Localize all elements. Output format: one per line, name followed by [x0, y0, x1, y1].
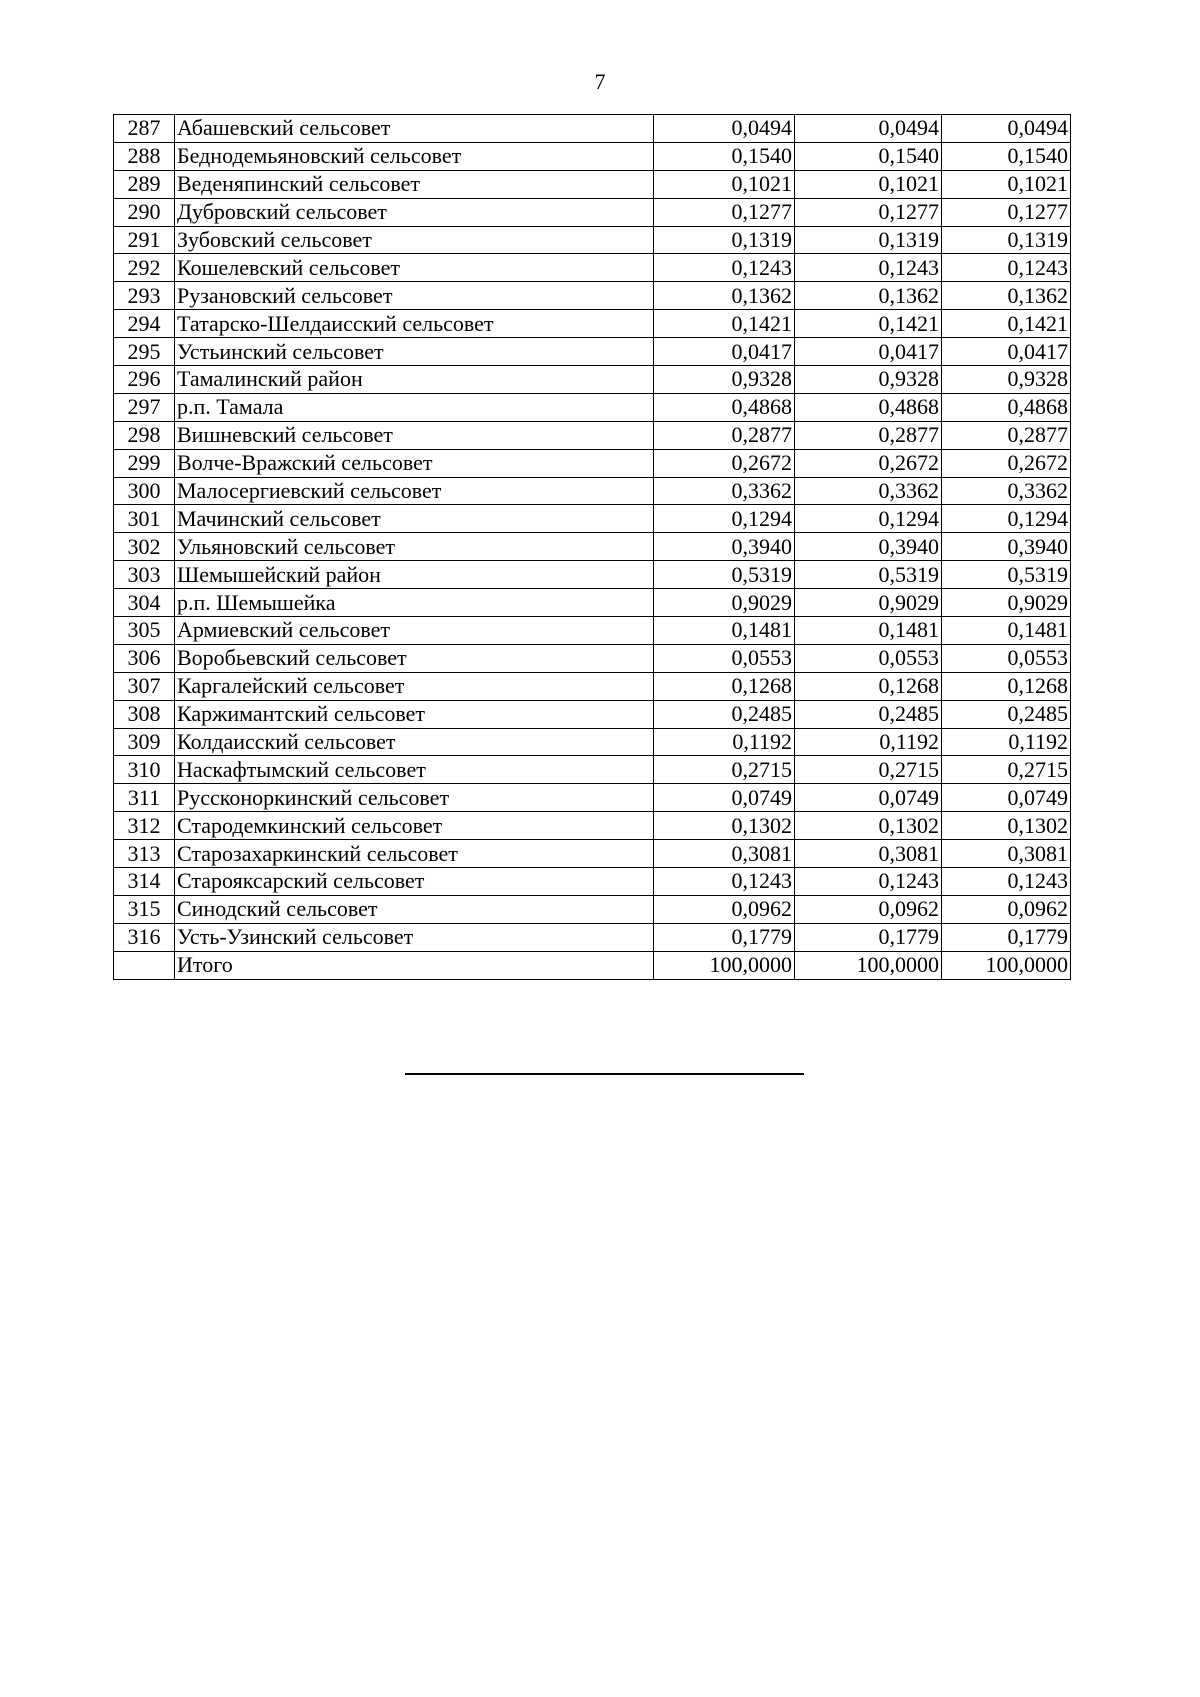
table-row: [114, 170, 1071, 198]
value-cell-1: 0,0962: [654, 895, 795, 923]
allocation-table: [113, 114, 1071, 980]
value-cell-2: 0,0553: [795, 644, 942, 672]
table-row: [114, 895, 1071, 923]
municipality-name-cell: Дубровский сельсовет: [175, 198, 654, 226]
row-number-cell: 307: [114, 672, 175, 700]
value-cell-2: 0,1021: [795, 170, 942, 198]
row-number-cell: 293: [114, 282, 175, 310]
value-cell-3: 0,1481: [942, 617, 1071, 645]
value-cell-3: 0,3081: [942, 840, 1071, 868]
row-number-cell: 315: [114, 895, 175, 923]
value-cell-1: 0,1277: [654, 198, 795, 226]
table-row: [114, 812, 1071, 840]
total-value-cell-2: 100,0000: [795, 951, 942, 979]
table-row: [114, 644, 1071, 672]
value-cell-3: 0,3940: [942, 533, 1071, 561]
total-row-number-cell: [114, 951, 175, 979]
municipality-name-cell: р.п. Шемышейка: [175, 589, 654, 617]
municipality-name-cell: Веденяпинский сельсовет: [175, 170, 654, 198]
value-cell-1: 0,3940: [654, 533, 795, 561]
value-cell-2: 0,1192: [795, 728, 942, 756]
value-cell-2: 0,3940: [795, 533, 942, 561]
value-cell-1: 0,2877: [654, 421, 795, 449]
value-cell-2: 0,1362: [795, 282, 942, 310]
value-cell-3: 0,1421: [942, 310, 1071, 338]
row-number-cell: 289: [114, 170, 175, 198]
municipality-name-cell: Вишневский сельсовет: [175, 421, 654, 449]
value-cell-2: 0,1540: [795, 142, 942, 170]
municipality-name-cell: Рузановский сельсовет: [175, 282, 654, 310]
value-cell-2: 0,2877: [795, 421, 942, 449]
municipality-name-cell: Старояксарский сельсовет: [175, 868, 654, 896]
value-cell-1: 0,1243: [654, 868, 795, 896]
table-row: [114, 282, 1071, 310]
table-row: [114, 756, 1071, 784]
table-row: [114, 617, 1071, 645]
value-cell-2: 0,1779: [795, 923, 942, 951]
table-row: [114, 115, 1071, 143]
value-cell-2: 0,3362: [795, 477, 942, 505]
value-cell-2: 0,9029: [795, 589, 942, 617]
value-cell-3: 0,1540: [942, 142, 1071, 170]
table-row: [114, 310, 1071, 338]
value-cell-3: 0,2877: [942, 421, 1071, 449]
municipality-name-cell: Абашевский сельсовет: [175, 115, 654, 143]
table-row: [114, 198, 1071, 226]
value-cell-1: 0,1021: [654, 170, 795, 198]
value-cell-3: 0,2715: [942, 756, 1071, 784]
municipality-name-cell: Устьинский сельсовет: [175, 338, 654, 366]
table-row: [114, 366, 1071, 394]
value-cell-2: 0,2672: [795, 449, 942, 477]
row-number-cell: 294: [114, 310, 175, 338]
value-cell-3: 0,1243: [942, 868, 1071, 896]
value-cell-1: 0,3081: [654, 840, 795, 868]
row-number-cell: 297: [114, 393, 175, 421]
municipality-name-cell: Руссконоркинский сельсовет: [175, 784, 654, 812]
row-number-cell: 288: [114, 142, 175, 170]
row-number-cell: 304: [114, 589, 175, 617]
value-cell-1: 0,1192: [654, 728, 795, 756]
municipality-name-cell: р.п. Тамала: [175, 393, 654, 421]
table-row: [114, 728, 1071, 756]
row-number-cell: 303: [114, 561, 175, 589]
total-value-cell-1: 100,0000: [654, 951, 795, 979]
end-of-document-rule: [405, 1073, 804, 1075]
value-cell-2: 0,3081: [795, 840, 942, 868]
table-row: [114, 533, 1071, 561]
municipality-name-cell: Беднодемьяновский сельсовет: [175, 142, 654, 170]
value-cell-2: 0,1243: [795, 868, 942, 896]
row-number-cell: 300: [114, 477, 175, 505]
value-cell-2: 0,9328: [795, 366, 942, 394]
table-row: [114, 393, 1071, 421]
value-cell-2: 0,1277: [795, 198, 942, 226]
value-cell-1: 0,0494: [654, 115, 795, 143]
row-number-cell: 311: [114, 784, 175, 812]
value-cell-1: 0,1481: [654, 617, 795, 645]
value-cell-3: 0,1277: [942, 198, 1071, 226]
value-cell-3: 0,2672: [942, 449, 1071, 477]
table-row: [114, 142, 1071, 170]
row-number-cell: 309: [114, 728, 175, 756]
table-row: [114, 226, 1071, 254]
value-cell-3: 0,0962: [942, 895, 1071, 923]
table-row: [114, 868, 1071, 896]
municipality-name-cell: Колдаисский сельсовет: [175, 728, 654, 756]
value-cell-1: 0,9328: [654, 366, 795, 394]
row-number-cell: 310: [114, 756, 175, 784]
table-row: [114, 421, 1071, 449]
value-cell-2: 0,1294: [795, 505, 942, 533]
value-cell-2: 0,1302: [795, 812, 942, 840]
row-number-cell: 301: [114, 505, 175, 533]
municipality-name-cell: Каржимантский сельсовет: [175, 700, 654, 728]
municipality-name-cell: Наскафтымский сельсовет: [175, 756, 654, 784]
row-number-cell: 302: [114, 533, 175, 561]
value-cell-3: 0,3362: [942, 477, 1071, 505]
municipality-name-cell: Воробьевский сельсовет: [175, 644, 654, 672]
value-cell-2: 0,1319: [795, 226, 942, 254]
row-number-cell: 287: [114, 115, 175, 143]
value-cell-3: 0,2485: [942, 700, 1071, 728]
municipality-name-cell: Старозахаркинский сельсовет: [175, 840, 654, 868]
value-cell-3: 0,1779: [942, 923, 1071, 951]
value-cell-2: 0,1268: [795, 672, 942, 700]
municipality-name-cell: Малосергиевский сельсовет: [175, 477, 654, 505]
value-cell-3: 0,5319: [942, 561, 1071, 589]
value-cell-1: 0,2715: [654, 756, 795, 784]
value-cell-2: 0,2715: [795, 756, 942, 784]
municipality-name-cell: Волче-Вражский сельсовет: [175, 449, 654, 477]
table-row: [114, 254, 1071, 282]
municipality-name-cell: Армиевский сельсовет: [175, 617, 654, 645]
row-number-cell: 306: [114, 644, 175, 672]
table-body: [114, 115, 1071, 980]
row-number-cell: 314: [114, 868, 175, 896]
value-cell-3: 0,1021: [942, 170, 1071, 198]
value-cell-2: 0,4868: [795, 393, 942, 421]
value-cell-1: 0,3362: [654, 477, 795, 505]
row-number-cell: 312: [114, 812, 175, 840]
value-cell-2: 0,0494: [795, 115, 942, 143]
value-cell-3: 0,4868: [942, 393, 1071, 421]
value-cell-1: 0,1243: [654, 254, 795, 282]
municipality-name-cell: Синодский сельсовет: [175, 895, 654, 923]
municipality-name-cell: Кошелевский сельсовет: [175, 254, 654, 282]
value-cell-3: 0,0494: [942, 115, 1071, 143]
total-row: [114, 951, 1071, 979]
municipality-name-cell: Шемышейский район: [175, 561, 654, 589]
table-row: [114, 561, 1071, 589]
table-row: [114, 672, 1071, 700]
value-cell-3: 0,1294: [942, 505, 1071, 533]
value-cell-1: 0,0417: [654, 338, 795, 366]
value-cell-1: 0,4868: [654, 393, 795, 421]
value-cell-3: 0,1268: [942, 672, 1071, 700]
value-cell-1: 0,1268: [654, 672, 795, 700]
row-number-cell: 292: [114, 254, 175, 282]
municipality-name-cell: Стародемкинский сельсовет: [175, 812, 654, 840]
value-cell-3: 0,9029: [942, 589, 1071, 617]
value-cell-1: 0,2485: [654, 700, 795, 728]
value-cell-3: 0,1319: [942, 226, 1071, 254]
municipality-name-cell: Мачинский сельсовет: [175, 505, 654, 533]
row-number-cell: 296: [114, 366, 175, 394]
value-cell-1: 0,1362: [654, 282, 795, 310]
value-cell-3: 0,0417: [942, 338, 1071, 366]
value-cell-2: 0,5319: [795, 561, 942, 589]
value-cell-1: 0,5319: [654, 561, 795, 589]
row-number-cell: 290: [114, 198, 175, 226]
total-municipality-name-cell: Итого: [175, 951, 654, 979]
value-cell-3: 0,9328: [942, 366, 1071, 394]
row-number-cell: 291: [114, 226, 175, 254]
table-row: [114, 840, 1071, 868]
value-cell-3: 0,1362: [942, 282, 1071, 310]
value-cell-1: 0,9029: [654, 589, 795, 617]
value-cell-3: 0,1302: [942, 812, 1071, 840]
value-cell-1: 0,1319: [654, 226, 795, 254]
row-number-cell: 308: [114, 700, 175, 728]
value-cell-2: 0,0962: [795, 895, 942, 923]
table-row: [114, 505, 1071, 533]
value-cell-1: 0,0749: [654, 784, 795, 812]
municipality-name-cell: Каргалейский сельсовет: [175, 672, 654, 700]
value-cell-2: 0,0417: [795, 338, 942, 366]
value-cell-1: 0,1421: [654, 310, 795, 338]
municipality-name-cell: Тамалинский район: [175, 366, 654, 394]
page-number: 7: [594, 69, 606, 94]
table-row: [114, 589, 1071, 617]
value-cell-1: 0,1294: [654, 505, 795, 533]
table-row: [114, 338, 1071, 366]
value-cell-3: 0,1192: [942, 728, 1071, 756]
total-value-cell-3: 100,0000: [942, 951, 1071, 979]
value-cell-2: 0,1243: [795, 254, 942, 282]
municipality-name-cell: Ульяновский сельсовет: [175, 533, 654, 561]
table-row: [114, 784, 1071, 812]
row-number-cell: 299: [114, 449, 175, 477]
row-number-cell: 313: [114, 840, 175, 868]
table-row: [114, 700, 1071, 728]
table-row: [114, 477, 1071, 505]
table-row: [114, 923, 1071, 951]
value-cell-1: 0,1302: [654, 812, 795, 840]
municipality-name-cell: Татарско-Шелдаисский сельсовет: [175, 310, 654, 338]
value-cell-1: 0,1540: [654, 142, 795, 170]
row-number-cell: 298: [114, 421, 175, 449]
table-row: [114, 449, 1071, 477]
value-cell-2: 0,1421: [795, 310, 942, 338]
value-cell-2: 0,1481: [795, 617, 942, 645]
row-number-cell: 295: [114, 338, 175, 366]
value-cell-3: 0,0553: [942, 644, 1071, 672]
value-cell-1: 0,1779: [654, 923, 795, 951]
row-number-cell: 316: [114, 923, 175, 951]
value-cell-1: 0,2672: [654, 449, 795, 477]
value-cell-3: 0,1243: [942, 254, 1071, 282]
value-cell-2: 0,2485: [795, 700, 942, 728]
value-cell-2: 0,0749: [795, 784, 942, 812]
value-cell-1: 0,0553: [654, 644, 795, 672]
municipality-name-cell: Зубовский сельсовет: [175, 226, 654, 254]
municipality-name-cell: Усть-Узинский сельсовет: [175, 923, 654, 951]
value-cell-3: 0,0749: [942, 784, 1071, 812]
row-number-cell: 305: [114, 617, 175, 645]
